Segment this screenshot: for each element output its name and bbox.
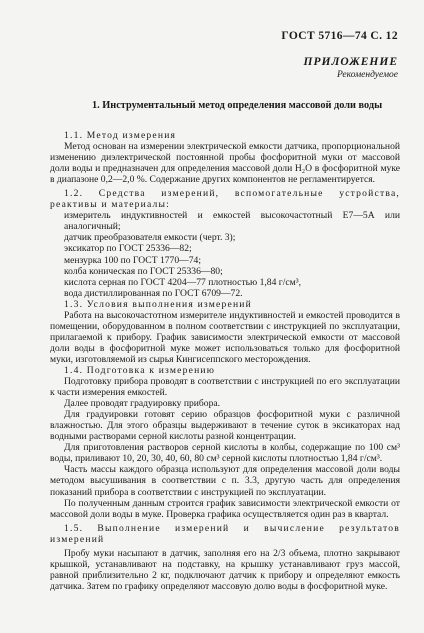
subsection-heading: 1.3. Условия выполнения измерений [64,298,252,310]
subsection-heading: 1.2. Средства измерений, вспомогательные устройства, реактивы и материалы: [50,188,400,211]
appendix-subtitle: Рекомендуемое [336,70,398,80]
paragraph: Часть массы каждого образца используют для определения массовой доли воды методом высушивания в соответствии с п. 3.3, другую часть для определения показаний прибора в соответствии с инструкцией по эксплуатации. [50,464,400,498]
paragraph: По полученным данным строится график зависимости электрической емкости от массовой доли воды в муке. Проверка графика осуществляется один раз в квартал. [50,497,400,520]
subsection-heading: 1.4. Подготовка к измерению [64,364,216,376]
subsection-heading: 1.1. Метод измерения [64,130,177,141]
paragraph: Пробу муки насыпают в датчик, заполняя его на 2/3 объема, плотно закрывают крышкой, устанавливают на подставку, на крышку устанавливают груз массой, равной приблизительно 2 кг, подключают датчик к прибору и определяют емкость датчика. Затем по графику определяют массовую долю воды в фосфоритной муке. [50,547,400,592]
list-item: колба коническая по ГОСТ 25336—80; [64,265,223,277]
list-item: эксикатор по ГОСТ 25336—82; [64,243,192,255]
list-item: мензурка 100 по ГОСТ 1770—74; [64,254,201,266]
page-header: ГОСТ 5716—74 С. 12 [281,30,398,42]
list-item: измеритель индуктивностей и емкостей высокочастотный Е7—5А или аналогичный; [64,210,400,233]
paragraph: Работа на высокочастотном измерителе индуктивностей и емкостей проводится в помещении, оборудованном в полном соответствии с инструкцией по эксплуатации, прилагаемой к прибору. График зависимости электрической емкости от массовой доли воды в фосфоритной муке может использоваться только для фосфоритной муки, изготовляемой из сырья Кингисеппского месторождения. [50,309,400,365]
paragraph: Для градуировки готовят серию образцов фосфоритной муки с различной влажностью. Для этого образцы выдерживают в течение суток в эксикаторах над водными растворами серной кислоты разной концентрации. [50,409,400,443]
section-title: 1. Инструментальный метод определения массовой доли воды [92,100,383,111]
document-body [50,130,400,592]
subsection-heading: 1.5. Выполнение измерений и вычисление результатов измерений [50,522,400,545]
list-item: кислота серная по ГОСТ 4204—77 плотностью 1,84 г/см³, [64,276,301,288]
paragraph: Подготовку прибора проводят в соответствии с инструкцией по его эксплуатации к части измерения емкостей. [50,376,400,399]
list-item: датчик преобразователя емкости (черт. 3); [64,232,236,244]
paragraph: Для приготовления растворов серной кислоты в колбы, содержащие по 100 см³ воды, приливают 10, 20, 30, 40, 60, 80 см³ серной кислоты плотностью 1,84 г/см³. [50,442,400,465]
paragraph: Далее проводят градуировку прибора. [64,398,221,410]
paragraph: Метод основан на измерении электрической емкости датчика, пропорциональной изменению диэлектрической постоянной пробы фосфоритной муки от массовой доли воды и предназначен для определения массовой доли H₂O в фосфоритной муке в диапазоне 0,2—2,0 %. Содержание других компонентов не регламентируется. [50,141,400,186]
appendix-label [304,56,398,80]
appendix-title: ПРИЛОЖЕНИЕ [303,56,398,68]
list-item: вода дистиллированная по ГОСТ 6709—72. [64,287,243,299]
